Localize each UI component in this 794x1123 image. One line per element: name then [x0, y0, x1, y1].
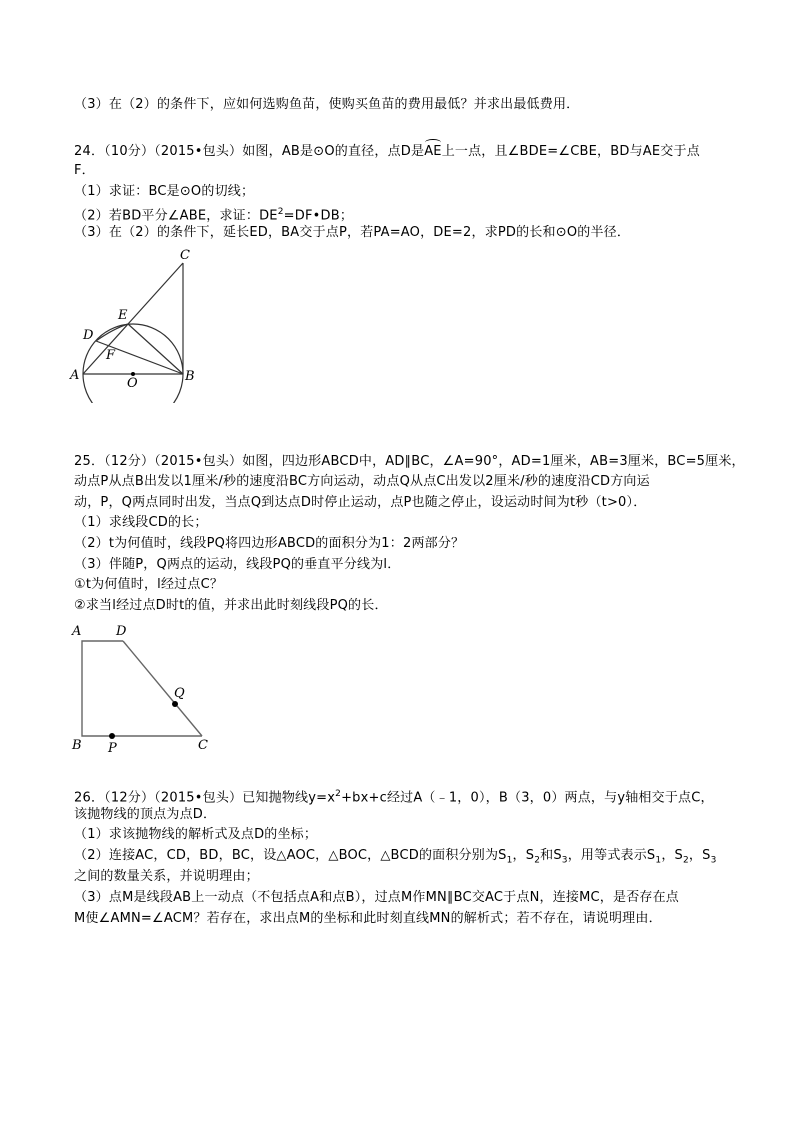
- q26-stem-1: [74, 785, 714, 807]
- sub-1: 1: [506, 855, 513, 866]
- circle-o: [83, 324, 183, 403]
- segment-eb: [128, 324, 183, 374]
- sub-1b: 1: [655, 855, 662, 866]
- label-o: O: [127, 376, 138, 391]
- q24-part2-sup: 2: [277, 207, 284, 217]
- q24-part2-b: =DF•DB；: [283, 208, 354, 224]
- label-c: C: [180, 248, 190, 263]
- sub-3b: 3: [710, 855, 717, 866]
- q24-figure-circle-diagram: [68, 243, 198, 403]
- q26-part2: [74, 847, 717, 870]
- q24-part3: （3）在（2）的条件下，延长ED，BA交于点P，若PA=AO，DE=2，求PD的长和⊙O的半径．: [74, 225, 631, 240]
- label-p: P: [108, 741, 117, 756]
- q24-part2-a: （2）若BD平分∠ABE，求证：DE: [74, 208, 278, 224]
- q26-part2-e: ，S: [661, 848, 683, 863]
- q26-stem-2: 该抛物线的顶点为点D．: [74, 807, 217, 822]
- q26-part3-2: M使∠AMN=∠ACM？若存在，求出点M的坐标和此时刻直线MN的解析式；若不存在，请说明理由．: [74, 911, 662, 926]
- label-q: Q: [174, 686, 185, 701]
- segment-dc: [123, 641, 202, 736]
- segment-ac: [83, 263, 183, 374]
- q25-part3-1: ①t为何值时，l经过点C？: [74, 577, 224, 592]
- q24-stem: [74, 143, 700, 161]
- q26-stem-1b: +bx+c经过A（﹣1，0），B（3，0）两点，与y轴相交于点C，: [341, 790, 714, 806]
- point-p: [109, 733, 115, 739]
- label-b: B: [72, 738, 82, 753]
- q24-arc-ae: AE: [424, 144, 442, 159]
- q26-part2-d: ，用等式表示S: [567, 848, 656, 863]
- q24-part1: （1）求证：BC是⊙O的切线；: [74, 184, 255, 199]
- label-e: E: [118, 308, 128, 323]
- q26-part2-a: （2）连接AC，CD，BD，BC，设△AOC，△BOC，△BCD的面积分别为S: [74, 848, 507, 863]
- q25-part2: （2）t为何值时，线段PQ将四边形ABCD的面积分为1：2两部分？: [74, 536, 465, 551]
- q24-stem-b: 上一点，且∠BDE=∠CBE，BD与AE交于点: [441, 144, 700, 159]
- label-b: B: [185, 369, 195, 384]
- q26-part3-1: （3）点M是线段AB上一动点（不包括点A和点B），过点M作MN∥BC交AC于点N，连接MC，是否存在点: [74, 890, 679, 905]
- sub-3: 3: [561, 855, 568, 866]
- sub-2: 2: [534, 855, 541, 866]
- q26-part2-f: ，S: [688, 848, 711, 863]
- label-d: D: [116, 624, 127, 639]
- q25-part3-2: ②求当l经过点D时t的值，并求出此时刻线段PQ的长．: [74, 598, 388, 613]
- q25-part1: （1）求线段CD的长；: [74, 515, 208, 530]
- q26-part2-b: ，S: [512, 848, 535, 863]
- q26-stem-1sup: 2: [335, 789, 342, 799]
- q25-part3: （3）伴随P，Q两点的运动，线段PQ的垂直平分线为l．: [74, 557, 401, 572]
- q23-part3: （3）在（2）的条件下，应如何选购鱼苗，使购买鱼苗的费用最低？并求出最低费用．: [74, 97, 580, 112]
- sub-2b: 2: [682, 855, 689, 866]
- q25-stem-3: 动，P，Q两点同时出发，当点Q到达点D时停止运动，点P也随之停止，设运动时间为t秒（t>0）．: [74, 495, 647, 510]
- label-d: D: [83, 328, 94, 343]
- q25-figure-trapezoid: [70, 622, 220, 757]
- label-f: F: [106, 348, 116, 363]
- label-a: A: [70, 368, 80, 383]
- q25-stem-1: 25．（12分）（2015•包头）如图，四边形ABCD中，AD∥BC，∠A=90°，AD=1厘米，AB=3厘米，BC=5厘米，: [74, 454, 745, 469]
- q26-part2-2: 之间的数量关系，并说明理由；: [74, 869, 259, 884]
- label-c: C: [198, 738, 208, 753]
- q26-stem-1a: 26．（12分）（2015•包头）已知抛物线y=x: [74, 790, 336, 806]
- q24-part2: [74, 203, 353, 225]
- q24-stem-c: F．: [74, 163, 95, 178]
- label-a: A: [72, 624, 82, 639]
- point-q: [172, 701, 178, 707]
- segment-de: [96, 324, 128, 341]
- q26-part2-c: 和S: [540, 848, 562, 863]
- q25-stem-2: 动点P从点B出发以1厘米/秒的速度沿BC方向运动，动点Q从点C出发以2厘米/秒的速度沿CD方向运: [74, 474, 650, 489]
- q26-part1: （1）求该抛物线的解析式及点D的坐标；: [74, 827, 318, 842]
- q24-stem-a: 24．（10分）（2015•包头）如图，AB是⊙O的直径，点D是: [74, 144, 425, 159]
